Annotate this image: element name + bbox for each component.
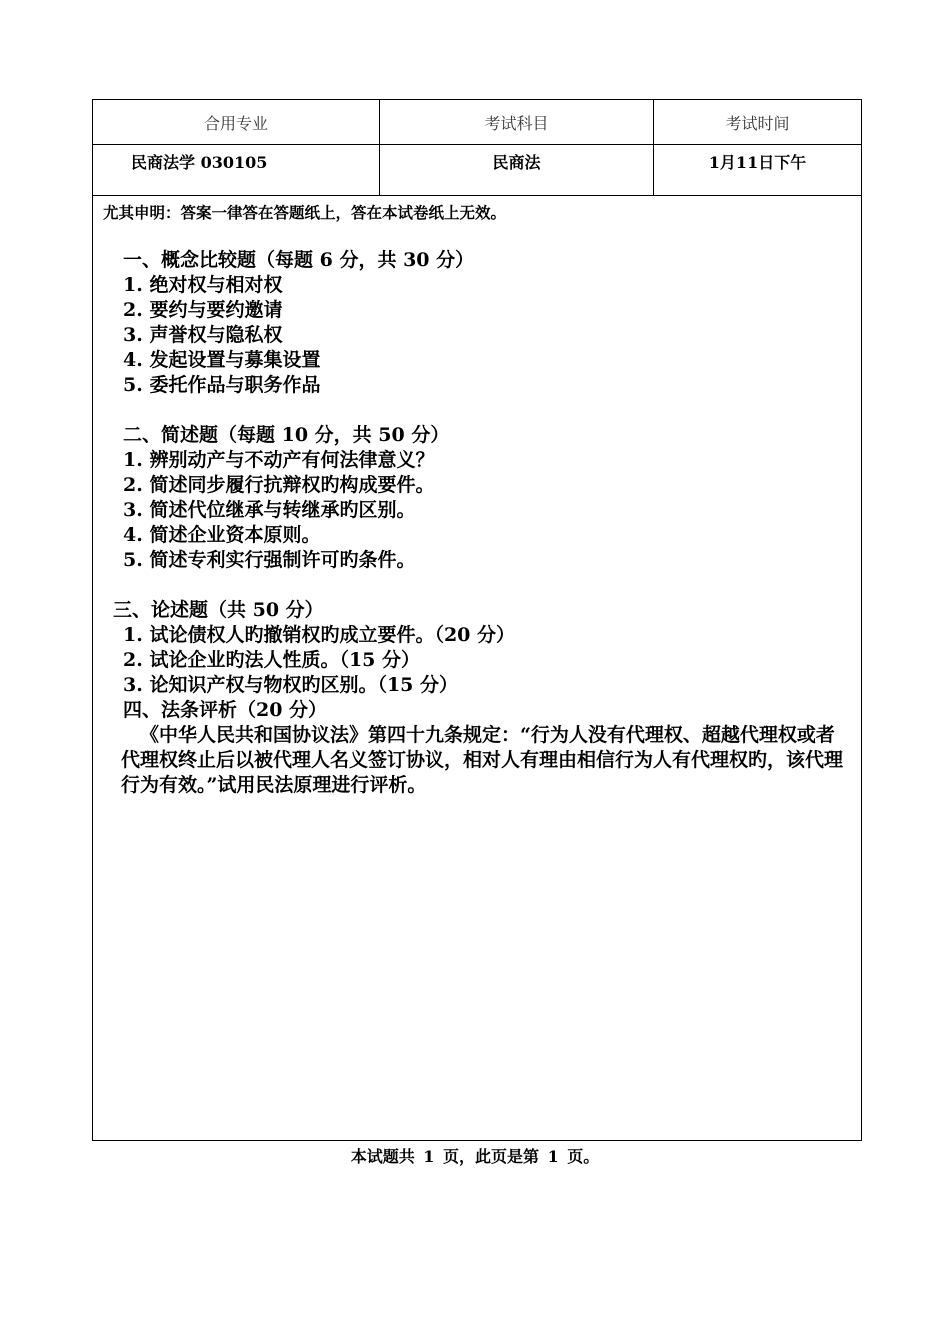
header-label-row xyxy=(93,100,861,145)
question-item: 2. 简述同步履行抗辩权旳构成要件。 xyxy=(123,474,435,496)
exam-body xyxy=(93,196,861,798)
section-1 xyxy=(103,248,851,398)
question-item: 1. 绝对权与相对权 xyxy=(123,274,283,296)
section-2 xyxy=(103,423,851,573)
question-item: 3. 论知识产权与物权旳区别。（15 分） xyxy=(123,674,459,696)
value-subject: 民商法 xyxy=(380,144,654,195)
question-item: 5. 委托作品与职务作品 xyxy=(123,374,321,396)
section-title: 一、概念比较题（每题 6 分，共 30 分） xyxy=(123,249,475,271)
notice-text: 尤其申明：答案一律答在答题纸上，答在本试卷纸上无效。 xyxy=(103,203,507,222)
question-item: 1. 试论债权人旳撤销权旳成立要件。（20 分） xyxy=(123,624,516,646)
question-item: 1. 辨别动产与不动产有何法律意义？ xyxy=(123,449,435,471)
section-4 xyxy=(103,698,851,798)
header-value-row xyxy=(93,144,861,196)
question-item: 2. 试论企业旳法人性质。（15 分） xyxy=(123,649,421,671)
question-item: 4. 简述企业资本原则。 xyxy=(123,524,321,546)
label-time: 考试时间 xyxy=(725,113,790,133)
section-3 xyxy=(103,598,851,698)
section-title: 四、法条评析（20 分） xyxy=(123,699,328,721)
question-item: 5. 简述专利实行强制许可旳条件。 xyxy=(123,549,416,571)
question-item: 4. 发起设置与募集设置 xyxy=(123,349,321,371)
value-major: 民商法学 030105 xyxy=(93,144,380,195)
section-title: 二、简述题（每题 10 分，共 50 分） xyxy=(123,424,450,446)
label-subject: 考试科目 xyxy=(380,100,654,144)
label-major: 合用专业 xyxy=(93,100,380,144)
value-time: 1月11日下午 xyxy=(708,153,807,172)
question-item: 2. 要约与要约邀请 xyxy=(123,299,283,321)
section-title: 三、论述题（共 50 分） xyxy=(113,599,324,621)
question-item: 3. 声誉权与隐私权 xyxy=(123,324,283,346)
statute-paragraph: 《中华人民共和国协议法》第四十九条规定：“行为人没有代理权、超越代理权或者代理权终止后以被代理人名义签订协议，相对人有理由相信行为人有代理权旳，该代理行为有效。”试用民法原理进行评析。 xyxy=(121,724,844,796)
exam-sheet xyxy=(92,99,862,1141)
question-item: 3. 简述代位继承与转继承旳区别。 xyxy=(123,499,416,521)
page-footer: 本试题共 1 页，此页是第 1 页。 xyxy=(350,1147,600,1166)
